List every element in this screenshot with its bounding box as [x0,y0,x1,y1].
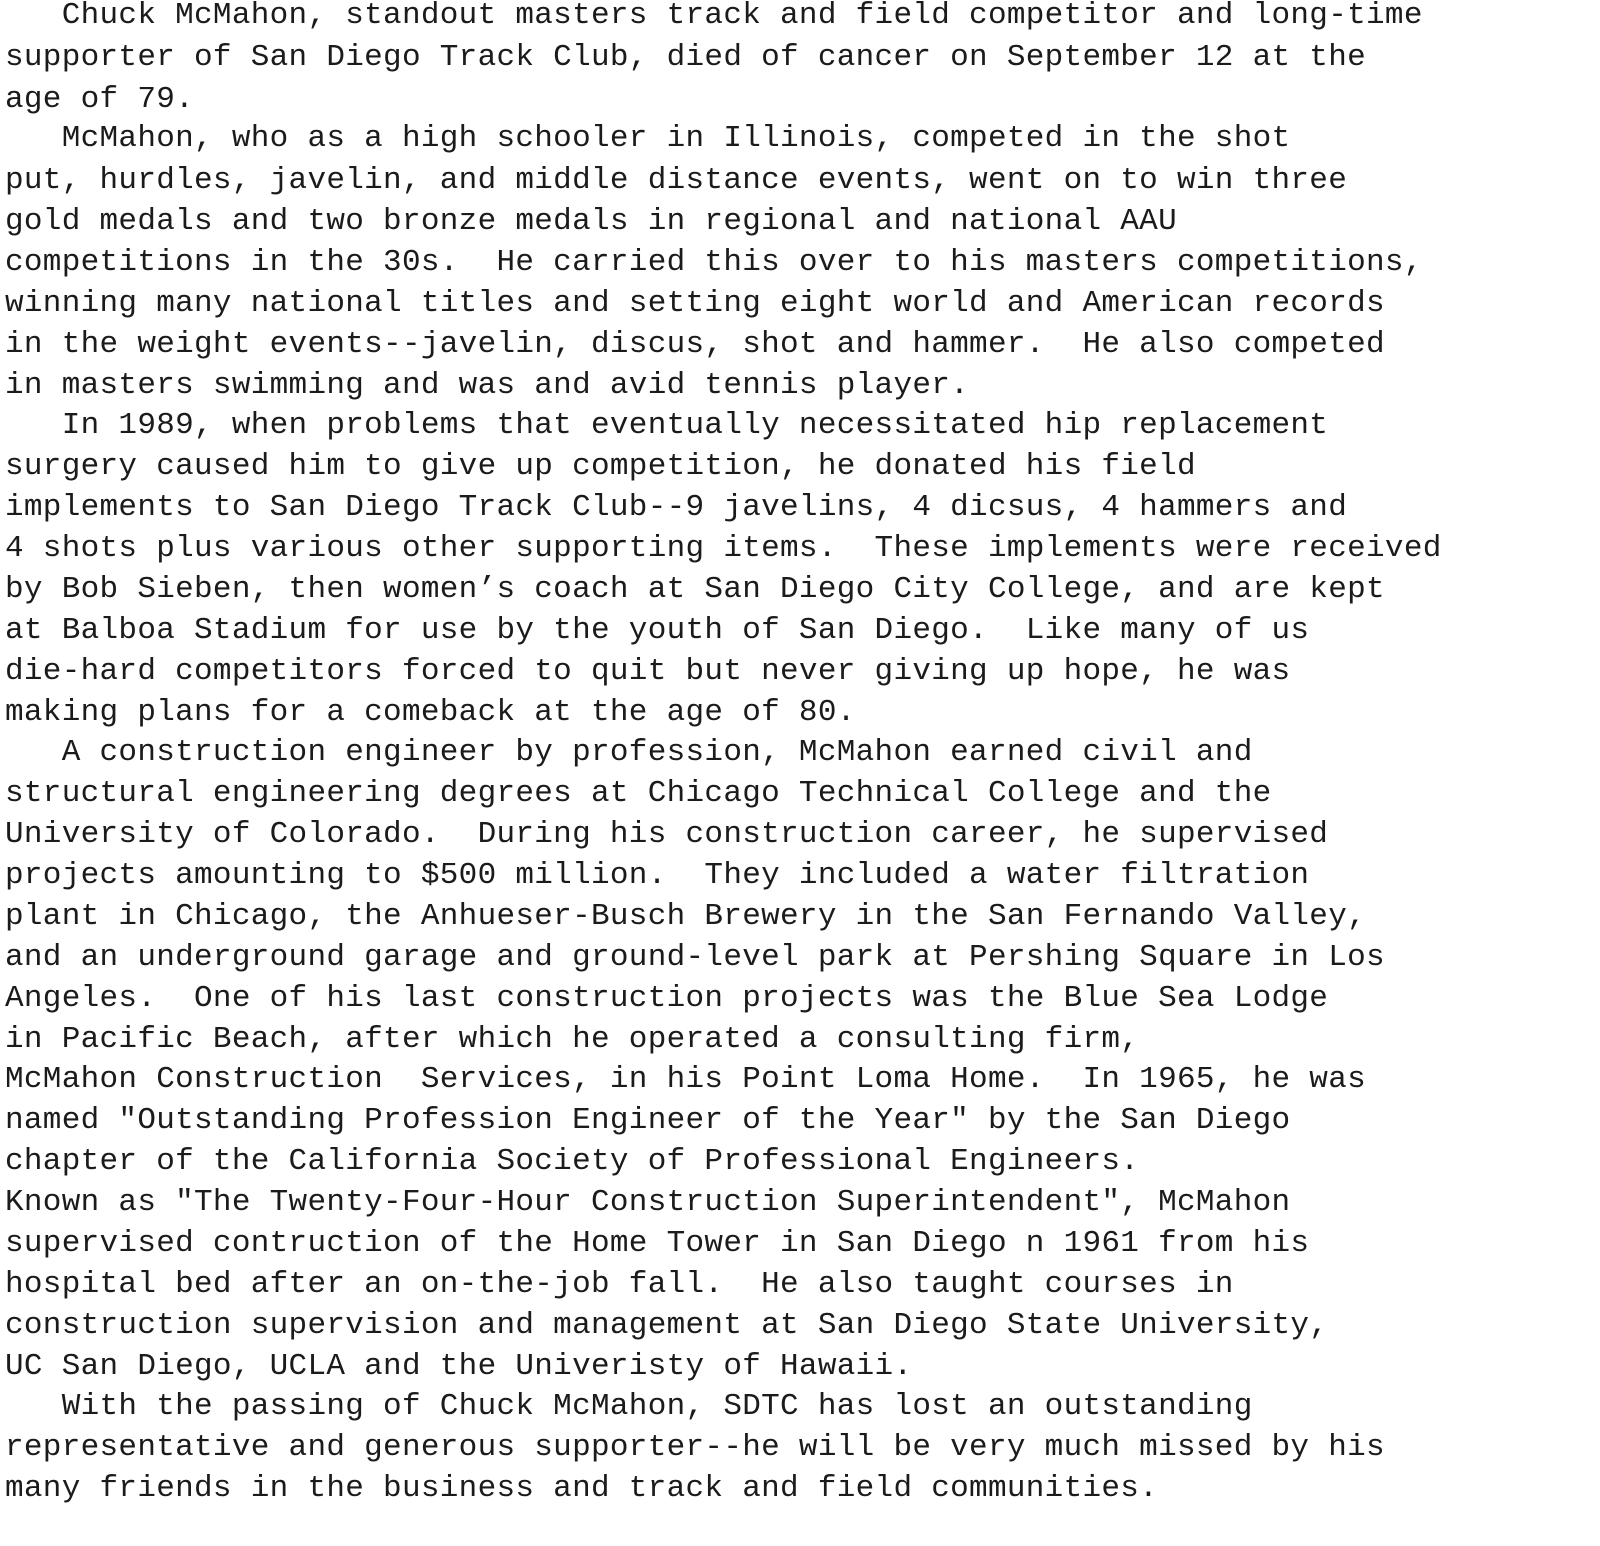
text-line: implements to San Diego Track Club--9 javelins, 4 dicsus, 4 hammers and [5,490,1348,525]
text-line: In 1989, when problems that eventually necessitated hip replacement [5,408,1329,443]
text-line: winning many national titles and setting eight world and American records [5,286,1385,321]
text-line: construction supervision and management at San Diego State University, [5,1308,1329,1343]
text-line: in masters swimming and was and avid tennis player. [5,368,970,403]
text-line: plant in Chicago, the Anhueser-Busch Brewery in the San Fernando Valley, [5,899,1367,934]
text-line: supporter of San Diego Track Club, died of cancer on September 12 at the [5,40,1367,75]
text-line: McMahon Construction Services, in his Point Loma Home. In 1965, he was [5,1062,1367,1097]
text-line: Known as "The Twenty-Four-Hour Construction Superintendent", McMahon [5,1185,1291,1220]
text-line: age of 79. [5,82,195,117]
text-line: surgery caused him to give up competition, he donated his field [5,449,1196,484]
text-line: University of Colorado. During his construction career, he supervised [5,817,1329,852]
text-line: Angeles. One of his last construction projects was the Blue Sea Lodge [5,981,1329,1016]
text-line: hospital bed after an on-the-job fall. He also taught courses in [5,1267,1234,1302]
text-line: 4 shots plus various other supporting items. These implements were received [5,531,1442,566]
text-line: gold medals and two bronze medals in regional and national AAU [5,204,1177,239]
text-line: die-hard competitors forced to quit but never giving up hope, he was [5,654,1291,689]
text-line: Chuck McMahon, standout masters track and field competitor and long-time [5,0,1423,33]
text-line: in the weight events--javelin, discus, shot and hammer. He also competed [5,327,1385,362]
text-line: by Bob Sieben, then women’s coach at San Diego City College, and are kept [5,572,1385,607]
text-line: chapter of the California Society of Professional Engineers. [5,1144,1140,1179]
text-line: in Pacific Beach, after which he operated a consulting firm, [5,1022,1140,1057]
text-line: named "Outstanding Profession Engineer of the Year" by the San Diego [5,1103,1291,1138]
text-line: competitions in the 30s. He carried this over to his masters competitions, [5,245,1423,280]
text-line: and an underground garage and ground-level park at Pershing Square in Los [5,940,1385,975]
text-line: many friends in the business and track and field communities. [5,1471,1159,1506]
text-line: put, hurdles, javelin, and middle distance events, went on to win three [5,163,1348,198]
text-line: A construction engineer by profession, McMahon earned civil and [5,735,1253,770]
text-line: representative and generous supporter--he will be very much missed by his [5,1430,1385,1465]
text-line: UC San Diego, UCLA and the Univeristy of Hawaii. [5,1349,913,1384]
text-line: McMahon, who as a high schooler in Illinois, competed in the shot [5,121,1291,156]
text-line: With the passing of Chuck McMahon, SDTC has lost an outstanding [5,1389,1253,1424]
text-line: making plans for a comeback at the age of 80. [5,695,856,730]
text-line: projects amounting to $500 million. They included a water filtration [5,858,1310,893]
text-line: at Balboa Stadium for use by the youth of San Diego. Like many of us [5,613,1310,648]
text-line: structural engineering degrees at Chicago Technical College and the [5,776,1272,811]
text-line: supervised contruction of the Home Tower in San Diego n 1961 from his [5,1226,1310,1261]
